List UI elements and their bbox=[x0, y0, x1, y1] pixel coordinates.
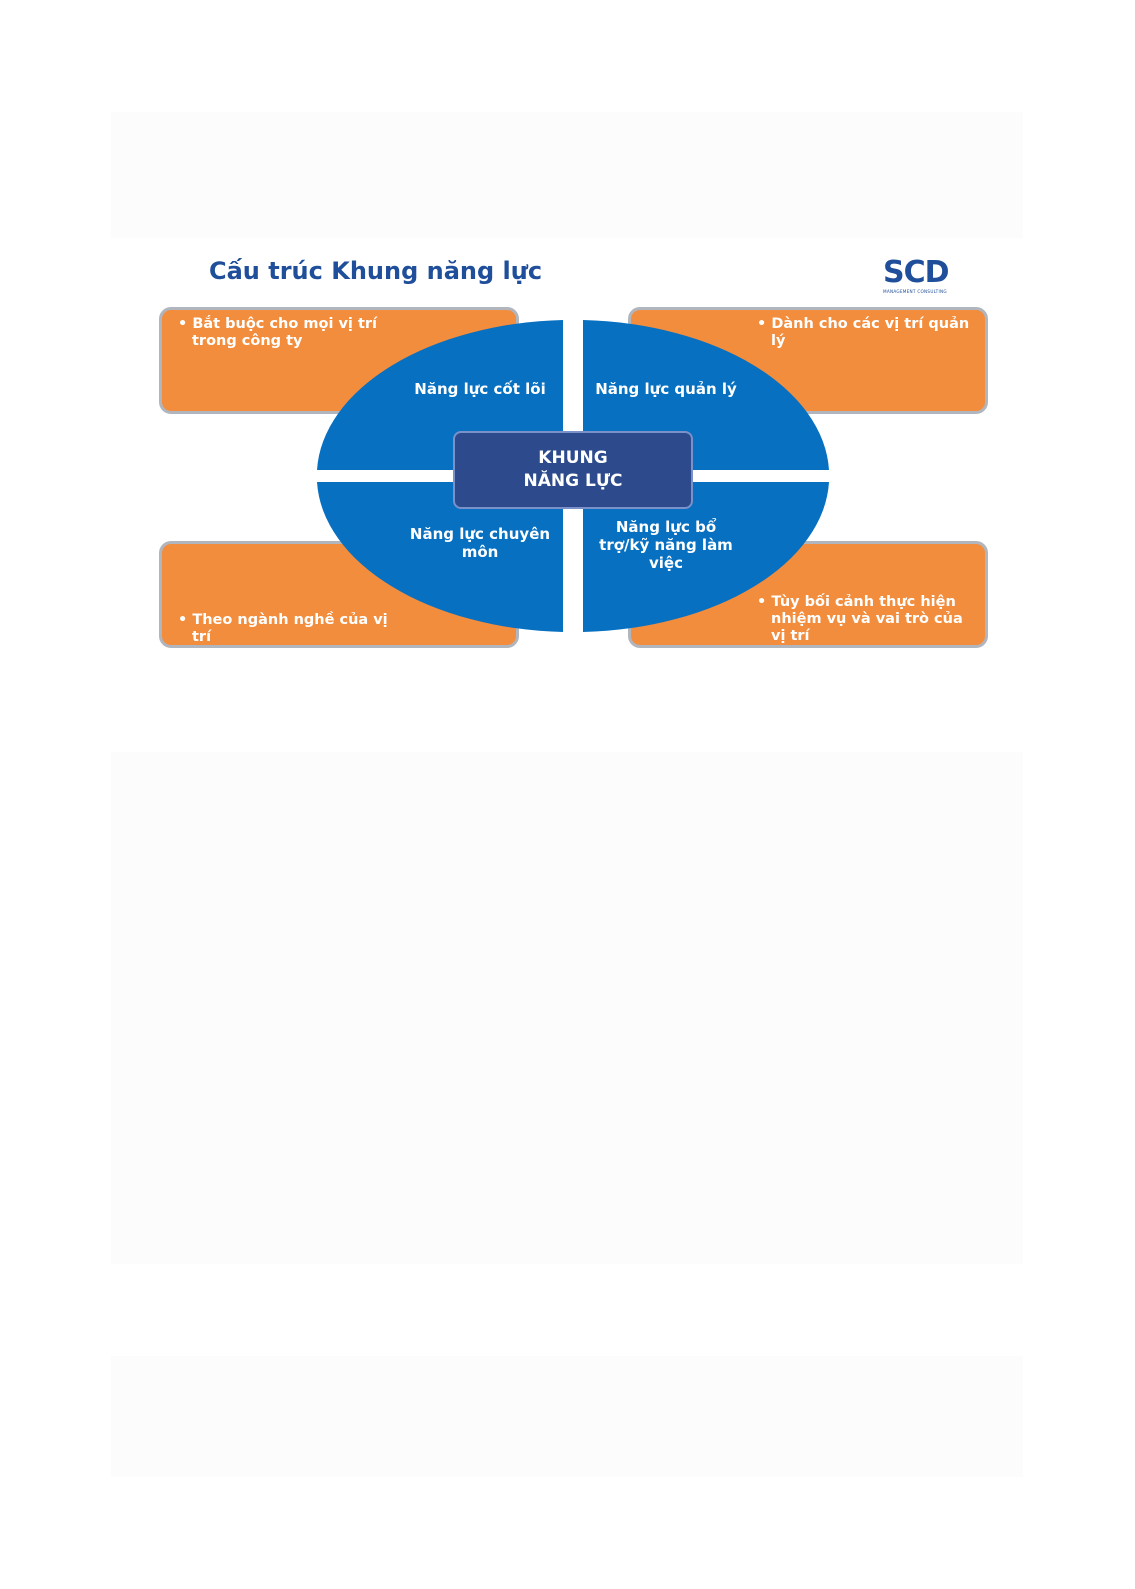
background-panel-middle bbox=[111, 752, 1023, 1264]
card-bottom-right-text: • Tùy bối cảnh thực hiện nhiệm vụ và vai trò của vị trí bbox=[757, 594, 976, 645]
competency-wheel bbox=[315, 320, 831, 632]
logo-wordmark: SCD bbox=[883, 255, 949, 290]
center-line-1: KHUNG bbox=[538, 448, 608, 468]
card-top-left-text: • Bắt buộc cho mọi vị trí trong công ty bbox=[178, 316, 412, 350]
quadrant-professional-label: Năng lực chuyên môn bbox=[409, 525, 551, 561]
card-bottom-left-text: • Theo ngành nghề của vị trí bbox=[178, 612, 392, 646]
quadrant-supporting-label: Năng lực bổ trợ/kỹ năng làm việc bbox=[599, 518, 733, 572]
background-panel-top bbox=[111, 112, 1023, 238]
background-panel-bottom bbox=[111, 1356, 1023, 1477]
card-top-right-text: • Dành cho các vị trí quản lý bbox=[757, 316, 976, 350]
center-line-2: NĂNG LỰC bbox=[523, 471, 623, 491]
slide-title: Cấu trúc Khung năng lực bbox=[209, 257, 543, 285]
logo-tagline: MANAGEMENT CONSULTING bbox=[883, 289, 947, 294]
quadrant-management-label: Năng lực quản lý bbox=[595, 380, 737, 398]
competency-framework-slide bbox=[111, 245, 1023, 680]
quadrant-core-label: Năng lực cốt lõi bbox=[414, 380, 546, 398]
center-box bbox=[453, 431, 693, 509]
scd-logo bbox=[883, 257, 999, 295]
